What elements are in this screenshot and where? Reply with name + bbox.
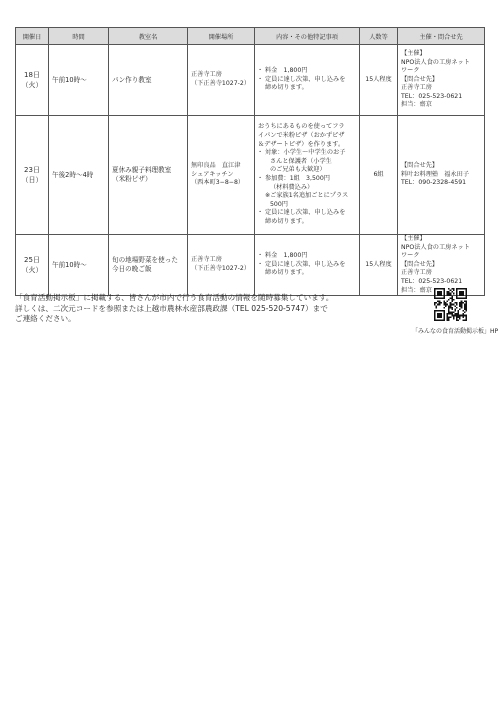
- qr-caption: 「みんなの食育活動掲示板」HP: [412, 328, 499, 335]
- qr-code-icon[interactable]: [434, 288, 467, 321]
- place-line: 正善寺工房: [191, 256, 222, 264]
- place-line: （西本町3−8−8）: [191, 179, 245, 187]
- date-line: （火）: [21, 81, 43, 89]
- content-item: ・ 定員に達し次第、申し込みを: [258, 261, 356, 270]
- content-item: ・ 料金 1,800円: [258, 67, 356, 76]
- class-name-cell: [109, 45, 188, 116]
- info-line-3: ご連絡ください。: [15, 314, 76, 324]
- organizer-line: 【主催】: [401, 235, 426, 242]
- organizer-cell: [398, 45, 485, 116]
- table-row: [16, 235, 485, 296]
- date-cell: [16, 45, 49, 116]
- organizer-line: 【主催】: [401, 49, 426, 57]
- content-item: ・ 参加費：1組 3,500円: [258, 175, 356, 184]
- date-cell: [16, 116, 49, 235]
- content-cell: [255, 235, 360, 296]
- content-item: ＆デザートピザ）を作ります。: [258, 140, 345, 148]
- time-cell: [49, 116, 109, 235]
- organizer-line: 料叶お料理塾 福永田子: [401, 170, 470, 178]
- organizer-line: 【問合せ先】: [401, 162, 439, 170]
- content-item: 締め切ります。: [265, 217, 308, 225]
- content-cell: [255, 116, 360, 235]
- content-item: さんと保護者（小学生: [270, 157, 332, 165]
- count-cell: [360, 235, 398, 296]
- content-list: [258, 252, 356, 278]
- organizer-line: TEL：025-523-0621: [401, 277, 463, 285]
- events-table: [15, 27, 485, 296]
- info-text: [15, 293, 400, 325]
- organizer-line: ワーク: [401, 252, 420, 260]
- content-item: ・ 対象：小学生～中学生のお子: [258, 149, 356, 158]
- content-item: イパンで米粉ピザ（おかずピザ: [258, 132, 345, 140]
- content-item: ・ 定員に達し次第、申し込みを: [258, 76, 356, 85]
- content-item: 締め切ります。: [265, 84, 308, 92]
- organizer-line: 【問合せ先】: [401, 75, 439, 83]
- place-line: （下正善寺1027-2）: [191, 265, 251, 273]
- content-item: ※ご家族1名追加ごとにプラス: [265, 192, 349, 200]
- date-cell: [16, 235, 49, 296]
- time-cell: [49, 235, 109, 296]
- organizer-line: TEL：090-2328-4591: [401, 179, 467, 187]
- organizer-cell: [398, 235, 485, 296]
- content-item: おうちにあるものを使ってフラ: [258, 123, 345, 131]
- qr-block: [412, 288, 499, 335]
- place-line: シェアキッチン: [191, 170, 234, 178]
- organizer-line: NPO法人食の工房ネット: [401, 58, 470, 66]
- organizer-line: 正善寺工房: [401, 84, 432, 92]
- header-time: 時間: [49, 28, 109, 45]
- content-item: 締め切ります。: [265, 269, 308, 277]
- date-line: （火）: [21, 266, 43, 275]
- count-text: 15人程度: [365, 260, 392, 268]
- header-organizer: 主催・問合せ先: [398, 28, 485, 45]
- info-line-2: 詳しくは、二次元コードを参照または上越市農林水産部農政課（TEL 025-520-5747）まで: [15, 303, 328, 313]
- time-text: 午後2時～4時: [52, 170, 94, 179]
- count-text: 6組: [373, 170, 384, 178]
- content-item: （材料費込み）: [270, 183, 314, 191]
- time-text: 午前10時～: [52, 75, 87, 84]
- place-line: 正善寺工房: [191, 71, 222, 79]
- place-line: （下正善寺1027-2）: [191, 80, 251, 87]
- class-name-cell: [109, 235, 188, 296]
- date-line: 25日: [24, 256, 40, 265]
- class-name-line: 今日の晩ご飯: [112, 265, 152, 274]
- content-list: [258, 123, 356, 226]
- date-line: 18日: [24, 71, 40, 79]
- content-cell: [255, 45, 360, 116]
- time-cell: [49, 45, 109, 116]
- content-item: ・ 定員に達し次第、申し込みを: [258, 209, 356, 218]
- header-count: 人数等: [360, 28, 398, 45]
- content-item: のご兄弟も大歓迎）: [270, 166, 326, 174]
- count-text: 15人程度: [365, 75, 392, 83]
- header-class-name: 教室名: [109, 28, 188, 45]
- class-name-line: （米粉ピザ）: [112, 175, 152, 183]
- class-name-line: 旬の地場野菜を使った: [112, 256, 178, 265]
- header-date: 開催日: [16, 28, 49, 45]
- organizer-line: 担当：齋京: [401, 286, 432, 294]
- content-item: ・ 料金 1,800円: [258, 252, 356, 261]
- date-line: 23日: [24, 166, 40, 174]
- organizer-line: 担当：齋京: [401, 101, 432, 109]
- organizer-line: ワーク: [401, 67, 420, 75]
- count-cell: [360, 116, 398, 235]
- table-row: [16, 116, 485, 235]
- place-cell: [188, 235, 255, 296]
- content-item: 500円: [270, 200, 288, 208]
- header-content: 内容・その他特記事項: [255, 28, 360, 45]
- header-place: 開催場所: [188, 28, 255, 45]
- info-line-1: 「食育活動掲示板」に掲載する、皆さんが市内で行う食育活動の情報を随時募集しています。: [15, 293, 334, 302]
- content-list: [258, 67, 356, 93]
- organizer-cell: [398, 116, 485, 235]
- organizer-line: TEL：025-523-0621: [401, 92, 463, 100]
- class-name-line: パン作り教室: [112, 75, 152, 84]
- class-name-cell: [109, 116, 188, 235]
- place-line: 無印良品 直江津: [191, 162, 241, 170]
- date-line: （日）: [21, 176, 43, 184]
- place-cell: [188, 45, 255, 116]
- count-cell: [360, 45, 398, 116]
- place-cell: [188, 116, 255, 235]
- organizer-line: 【問合せ先】: [401, 260, 439, 268]
- time-text: 午前10時～: [52, 260, 87, 269]
- class-name-line: 夏休み親子料理教室: [112, 166, 172, 175]
- organizer-line: NPO法人食の工房ネット: [401, 243, 470, 251]
- table-header-row: [16, 28, 485, 45]
- table-row: [16, 45, 485, 116]
- organizer-line: 正善寺工房: [401, 269, 432, 277]
